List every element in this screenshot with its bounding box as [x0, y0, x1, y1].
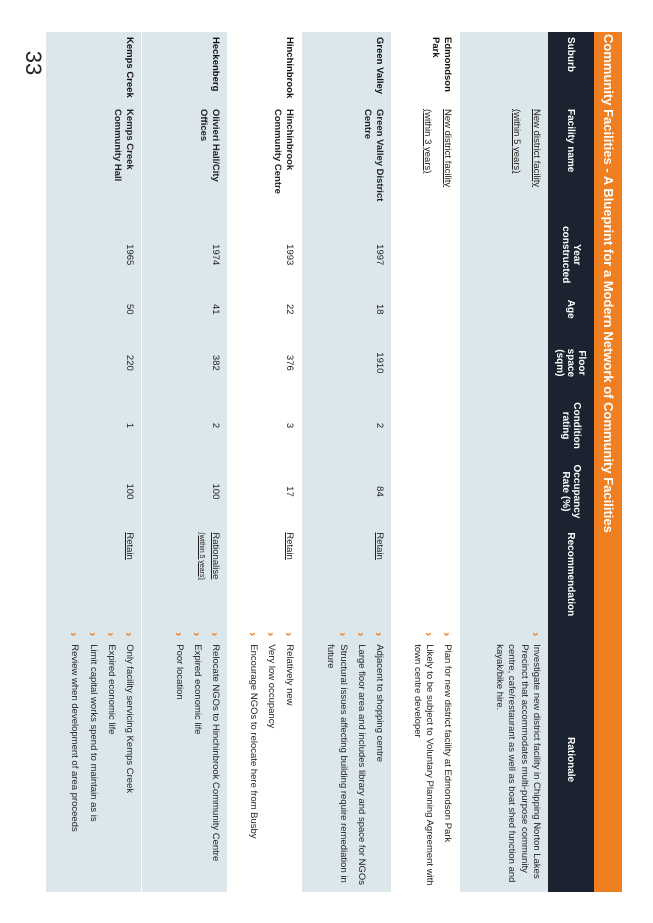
rationale-item: › Expired economic life — [105, 632, 117, 887]
recommendation-value: Rationalise — [210, 532, 222, 580]
age-cell — [392, 288, 460, 330]
rationale-item: › Expired economic life — [191, 632, 203, 887]
facility-cell — [46, 104, 142, 221]
facility-name: New district facility — [531, 108, 542, 188]
recommendation-cell — [302, 527, 392, 627]
year-cell — [392, 221, 460, 288]
occupancy-cell: 100 — [46, 456, 142, 528]
rationale-cell — [46, 627, 142, 892]
rationale-list — [246, 632, 295, 887]
year-cell: 1974 — [142, 221, 228, 288]
occupancy-cell: 100 — [142, 456, 228, 528]
age-cell: 18 — [302, 288, 392, 330]
condition-cell: 2 — [302, 396, 392, 456]
floor-space-cell: 382 — [142, 330, 228, 395]
table-title: Community Facilities - A Blueprint for a Modern Network of Community Facilities — [601, 34, 616, 533]
facility-cell — [392, 104, 460, 221]
suburb-cell: Edmondson Park — [392, 32, 460, 104]
floor-space-cell: 1910 — [302, 330, 392, 395]
recommendation-cell — [142, 527, 228, 627]
rationale-cell — [460, 627, 548, 892]
year-cell: 1997 — [302, 221, 392, 288]
rotated-table-sheet — [62, 32, 622, 892]
age-cell: 41 — [142, 288, 228, 330]
rationale-item: › Relatively new — [283, 632, 295, 887]
recommendation-cell — [46, 527, 142, 627]
age-cell: 50 — [46, 288, 142, 330]
suburb-cell: Green Valley — [302, 32, 392, 104]
rationale-item: › Review when development of area proceeds — [68, 632, 80, 887]
rationale-cell — [302, 627, 392, 892]
header-suburb: Suburb — [548, 32, 594, 104]
rationale-list — [68, 632, 135, 887]
facility-cell — [460, 104, 548, 221]
rationale-item: › Structural issues affecting building require remediation in future — [324, 632, 349, 887]
rationale-cell — [392, 627, 460, 892]
header-year: Year constructed — [548, 221, 594, 288]
header-age: Age — [548, 288, 594, 330]
floor-space-cell — [392, 330, 460, 395]
floor-space-cell: 220 — [46, 330, 142, 395]
facility-cell — [302, 104, 392, 221]
rationale-item: › Adjacent to shopping centre — [373, 632, 385, 887]
facilities-table — [46, 32, 595, 892]
year-cell: 1965 — [46, 221, 142, 288]
facility-name: New district facility — [442, 108, 454, 188]
facility-name: Kemps Creek Community Hall — [112, 108, 136, 182]
recommendation-cell — [460, 527, 548, 627]
facility-cell — [142, 104, 228, 221]
floor-space-cell — [460, 330, 548, 395]
table-title-bar — [594, 32, 622, 892]
rationale-cell — [142, 627, 228, 892]
header-recommendation: Recommendation — [548, 527, 594, 627]
rationale-list — [493, 632, 542, 887]
rationale-item: › Investigate new district facility in Chipping Norton Lakes Precinct that accommodates multi-purpose community centre, cafe/restaurant as well as boat shed function and kayak/bike hire. — [493, 632, 542, 887]
occupancy-cell — [460, 456, 548, 528]
rationale-item: › Plan for new district facility at Edmondson Park — [441, 632, 453, 887]
rationale-item: › Large floor area and includes library and space for NGOs — [355, 632, 367, 887]
recommendation-cell — [228, 527, 302, 627]
age-cell: 22 — [228, 288, 302, 330]
condition-cell: 3 — [228, 396, 302, 456]
rationale-item: › Limit capital works spend to maintain as is — [86, 632, 98, 887]
table-row — [46, 32, 142, 892]
recommendation-value: Retain — [124, 532, 136, 560]
suburb-cell: Hinchinbrook — [228, 32, 302, 104]
rationale-item: › Likely to be subject to Voluntary Planning Agreement with town centre developer — [410, 632, 435, 887]
facility-name: Green Valley District Centre — [362, 108, 386, 202]
facility-note: (within 5 years) — [510, 108, 522, 174]
header-floor-space: Floor space (sqm) — [548, 330, 594, 395]
condition-cell: 1 — [46, 396, 142, 456]
rationale-list — [324, 632, 385, 887]
facility-name: Olivieri Hall/City Offices — [198, 108, 222, 182]
recommendation-cell — [392, 527, 460, 627]
header-condition: Condition rating — [548, 396, 594, 456]
page-number: 33 — [21, 50, 46, 76]
year-cell — [460, 221, 548, 288]
rationale-item: › Very low occupancy — [265, 632, 277, 887]
table-header-row — [548, 32, 594, 892]
age-cell — [460, 288, 548, 330]
recommendation-note: (within 5 years) — [198, 532, 206, 580]
occupancy-cell — [392, 456, 460, 528]
rationale-item: › Only facility servicing Kemps Creek — [123, 632, 135, 887]
table-row — [392, 32, 460, 892]
facility-note: (within 3 years) — [422, 108, 434, 174]
recommendation-value: Retain — [374, 532, 386, 560]
condition-cell — [460, 396, 548, 456]
table-row — [228, 32, 302, 892]
recommendation-value: Retain — [284, 532, 296, 560]
table-row — [460, 32, 548, 892]
floor-space-cell: 376 — [228, 330, 302, 395]
rationale-cell — [228, 627, 302, 892]
rationale-list — [172, 632, 221, 887]
header-facility: Facility name — [548, 104, 594, 221]
occupancy-cell: 84 — [302, 456, 392, 528]
facility-cell — [228, 104, 302, 221]
rationale-item: › Relocate NGOs to Hinchinbrook Community Centre — [209, 632, 221, 887]
suburb-cell: Heckenberg — [142, 32, 228, 104]
condition-cell: 2 — [142, 396, 228, 456]
rationale-list — [410, 632, 453, 887]
year-cell: 1993 — [228, 221, 302, 288]
suburb-cell: Kemps Creek — [46, 32, 142, 104]
header-occupancy: Occupancy Rate (%) — [548, 456, 594, 528]
occupancy-cell: 17 — [228, 456, 302, 528]
rationale-item: › Poor location — [172, 632, 184, 887]
header-rationale: Rationale — [548, 627, 594, 892]
table-row — [142, 32, 228, 892]
table-row — [302, 32, 392, 892]
rationale-item: › Encourage NGOs to relocate here from Busby — [246, 632, 258, 887]
condition-cell — [392, 396, 460, 456]
suburb-cell — [460, 32, 548, 104]
facility-name: Hinchinbrook Community Centre — [272, 108, 296, 194]
